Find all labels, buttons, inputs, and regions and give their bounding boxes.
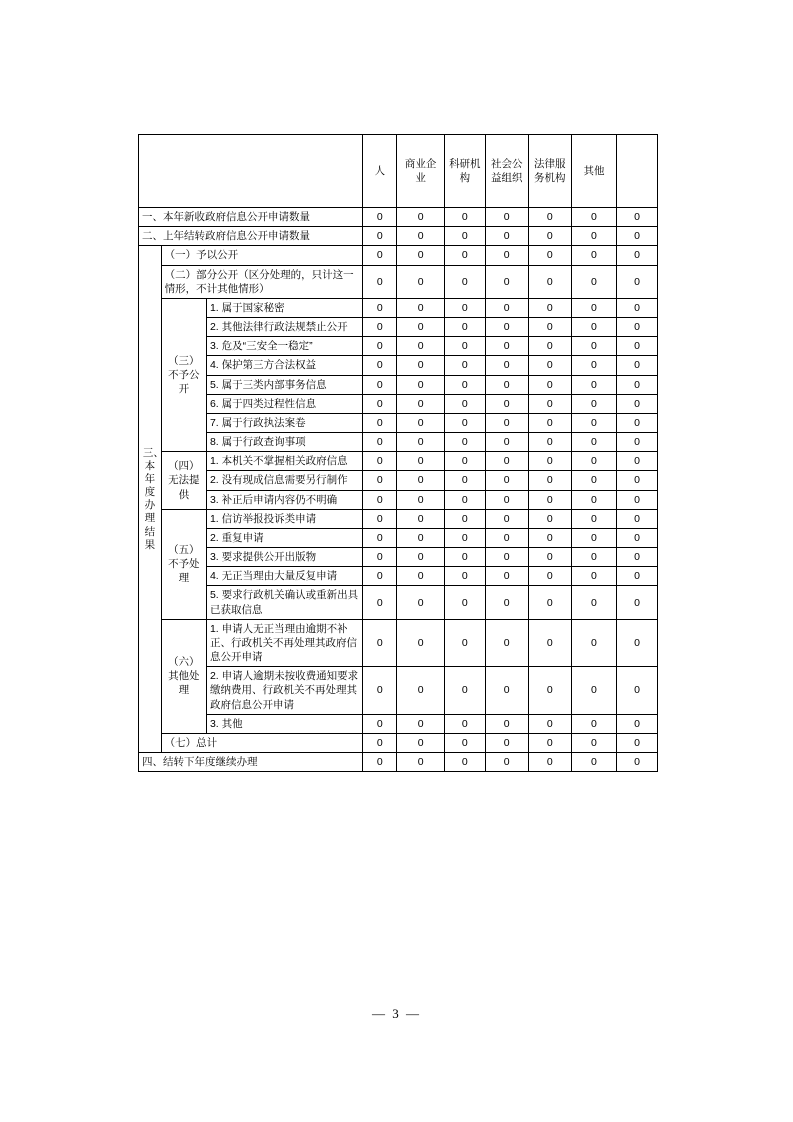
cell-value: 0 <box>397 208 445 227</box>
cell-value: 0 <box>363 375 397 394</box>
header-total <box>617 135 658 208</box>
row-group-annual-results-label: 三、本年度办理结果 <box>142 446 164 551</box>
header-research-institution: 科研机构 <box>444 135 485 208</box>
cell-value: 0 <box>528 394 571 413</box>
cell-value: 0 <box>528 452 571 471</box>
cell-value: 0 <box>485 528 528 547</box>
cell-value: 0 <box>571 471 616 490</box>
cell-value: 0 <box>485 265 528 298</box>
header-person: 人 <box>363 135 397 208</box>
cell-value: 0 <box>571 548 616 567</box>
cell-value: 0 <box>485 394 528 413</box>
table-row <box>139 356 658 375</box>
cell-value: 0 <box>444 375 485 394</box>
table-row <box>139 298 658 317</box>
cell-value: 0 <box>363 227 397 246</box>
cell-value: 0 <box>444 227 485 246</box>
cell-value: 0 <box>363 356 397 375</box>
cell-value: 0 <box>617 227 658 246</box>
cell-value: 0 <box>444 619 485 667</box>
cell-value: 0 <box>485 413 528 432</box>
row-label-three-safety: 3. 危及“三安全一稳定” <box>206 337 362 356</box>
cell-value: 0 <box>363 298 397 317</box>
cell-value: 0 <box>444 509 485 528</box>
table-row <box>139 714 658 733</box>
cell-value: 0 <box>397 471 445 490</box>
cell-value: 0 <box>363 471 397 490</box>
cell-value: 0 <box>363 413 397 432</box>
cell-value: 0 <box>617 586 658 619</box>
cell-value: 0 <box>397 567 445 586</box>
cell-value: 0 <box>363 509 397 528</box>
cell-value: 0 <box>485 375 528 394</box>
table-row <box>139 246 658 265</box>
row-label-other: 3. 其他 <box>206 714 362 733</box>
cell-value: 0 <box>571 619 616 667</box>
cell-value: 0 <box>571 394 616 413</box>
cell-value: 0 <box>485 667 528 715</box>
cell-value: 0 <box>571 509 616 528</box>
cell-value: 0 <box>444 318 485 337</box>
cell-value: 0 <box>363 528 397 547</box>
cell-value: 0 <box>528 471 571 490</box>
cell-value: 0 <box>485 337 528 356</box>
table-row <box>139 375 658 394</box>
table-row <box>139 227 658 246</box>
row-label-state-secret: 1. 属于国家秘密 <box>206 298 362 317</box>
cell-value: 0 <box>485 567 528 586</box>
cell-value: 0 <box>617 394 658 413</box>
cell-value: 0 <box>617 298 658 317</box>
header-legal-service-org: 法律服务机构 <box>528 135 571 208</box>
cell-value: 0 <box>571 375 616 394</box>
cell-value: 0 <box>571 753 616 772</box>
cell-value: 0 <box>617 413 658 432</box>
cell-value: 0 <box>485 753 528 772</box>
cell-value: 0 <box>363 753 397 772</box>
row-label-still-unclear: 3. 补正后申请内容仍不明确 <box>206 490 362 509</box>
cell-value: 0 <box>571 356 616 375</box>
row-group-unable-to-provide: （四）无法提供 <box>161 452 206 510</box>
row-label-internal-affairs: 5. 属于三类内部事务信息 <box>206 375 362 394</box>
cell-value: 0 <box>528 619 571 667</box>
cell-value: 0 <box>485 586 528 619</box>
cell-value: 0 <box>363 733 397 752</box>
row-label-admin-inquiry: 8. 属于行政查询事项 <box>206 433 362 452</box>
cell-value: 0 <box>571 318 616 337</box>
table-row <box>139 528 658 547</box>
row-label-reconfirm-info: 5. 要求行政机关确认或重新出具已获取信息 <box>206 586 362 619</box>
cell-value: 0 <box>397 413 445 432</box>
cell-value: 0 <box>363 619 397 667</box>
table-row <box>139 337 658 356</box>
cell-value: 0 <box>617 433 658 452</box>
cell-value: 0 <box>571 265 616 298</box>
cell-value: 0 <box>528 227 571 246</box>
cell-value: 0 <box>617 471 658 490</box>
cell-value: 0 <box>617 667 658 715</box>
cell-value: 0 <box>571 433 616 452</box>
row-label-law-enforcement-file: 7. 属于行政执法案卷 <box>206 413 362 432</box>
cell-value: 0 <box>485 619 528 667</box>
cell-value: 0 <box>485 433 528 452</box>
cell-value: 0 <box>528 548 571 567</box>
cell-value: 0 <box>571 337 616 356</box>
table-row <box>139 509 658 528</box>
cell-value: 0 <box>397 714 445 733</box>
cell-value: 0 <box>485 227 528 246</box>
cell-value: 0 <box>617 528 658 547</box>
cell-value: 0 <box>397 375 445 394</box>
cell-value: 0 <box>444 356 485 375</box>
header-blank-cell <box>139 135 363 208</box>
cell-value: 0 <box>528 298 571 317</box>
cell-value: 0 <box>528 528 571 547</box>
table-row <box>139 413 658 432</box>
cell-value: 0 <box>363 490 397 509</box>
cell-value: 0 <box>617 509 658 528</box>
cell-value: 0 <box>485 714 528 733</box>
cell-value: 0 <box>571 227 616 246</box>
cell-value: 0 <box>397 753 445 772</box>
cell-value: 0 <box>528 356 571 375</box>
cell-value: 0 <box>485 208 528 227</box>
cell-value: 0 <box>363 265 397 298</box>
cell-value: 0 <box>571 490 616 509</box>
cell-value: 0 <box>485 356 528 375</box>
cell-value: 0 <box>528 490 571 509</box>
cell-value: 0 <box>444 714 485 733</box>
table-row <box>139 619 658 667</box>
cell-value: 0 <box>528 567 571 586</box>
page-number: — 3 — <box>372 1006 421 1021</box>
cell-value: 0 <box>444 586 485 619</box>
cell-value: 0 <box>485 452 528 471</box>
row-label-not-held: 1. 本机关不掌握相关政府信息 <box>206 452 362 471</box>
table-row <box>139 490 658 509</box>
cell-value: 0 <box>528 337 571 356</box>
row-label-new-applications: 一、本年新收政府信息公开申请数量 <box>139 208 363 227</box>
cell-value: 0 <box>571 298 616 317</box>
statistics-table-container <box>138 134 658 772</box>
row-label-carry-forward-next-year: 四、结转下年度继续办理 <box>139 753 363 772</box>
cell-value: 0 <box>485 490 528 509</box>
cell-value: 0 <box>528 433 571 452</box>
cell-value: 0 <box>617 246 658 265</box>
cell-value: 0 <box>444 208 485 227</box>
row-group-other-handling: （六）其他处理 <box>161 619 206 733</box>
cell-value: 0 <box>444 298 485 317</box>
cell-value: 0 <box>571 567 616 586</box>
cell-value: 0 <box>617 753 658 772</box>
table-row <box>139 265 658 298</box>
header-commercial-enterprise: 商业企业 <box>397 135 445 208</box>
cell-value: 0 <box>617 548 658 567</box>
cell-value: 0 <box>444 337 485 356</box>
cell-value: 0 <box>397 490 445 509</box>
table-row <box>139 318 658 337</box>
cell-value: 0 <box>485 246 528 265</box>
table-row <box>139 433 658 452</box>
row-label-partially-disclosed: （二）部分公开（区分处理的，只计这一情形，不计其他情形） <box>161 265 363 298</box>
cell-value: 0 <box>444 394 485 413</box>
cell-value: 0 <box>617 733 658 752</box>
cell-value: 0 <box>528 667 571 715</box>
cell-value: 0 <box>363 667 397 715</box>
cell-value: 0 <box>528 265 571 298</box>
cell-value: 0 <box>444 528 485 547</box>
row-group-not-disclosed: （三）不予公开 <box>161 298 206 451</box>
table-row <box>139 733 658 752</box>
cell-value: 0 <box>528 586 571 619</box>
cell-value: 0 <box>444 413 485 432</box>
cell-value: 0 <box>571 452 616 471</box>
table-row <box>139 452 658 471</box>
cell-value: 0 <box>363 452 397 471</box>
cell-value: 0 <box>444 452 485 471</box>
cell-value: 0 <box>617 265 658 298</box>
table-row <box>139 208 658 227</box>
cell-value: 0 <box>485 318 528 337</box>
cell-value: 0 <box>444 490 485 509</box>
cell-value: 0 <box>528 246 571 265</box>
cell-value: 0 <box>571 586 616 619</box>
cell-value: 0 <box>397 356 445 375</box>
cell-value: 0 <box>363 208 397 227</box>
cell-value: 0 <box>528 375 571 394</box>
cell-value: 0 <box>363 548 397 567</box>
row-label-unpaid-fee: 2. 申请人逾期未按收费通知要求缴纳费用、行政机关不再处理其政府信息公开申请 <box>206 667 362 715</box>
row-label-total: （七）总计 <box>161 733 363 752</box>
row-label-duplicate-application: 2. 重复申请 <box>206 528 362 547</box>
cell-value: 0 <box>397 452 445 471</box>
cell-value: 0 <box>363 394 397 413</box>
table-row <box>139 548 658 567</box>
table-row <box>139 753 658 772</box>
row-label-disclosed: （一）予以公开 <box>161 246 363 265</box>
row-label-carried-over: 二、上年结转政府信息公开申请数量 <box>139 227 363 246</box>
table-row <box>139 471 658 490</box>
cell-value: 0 <box>617 567 658 586</box>
cell-value: 0 <box>444 733 485 752</box>
cell-value: 0 <box>617 490 658 509</box>
cell-value: 0 <box>363 337 397 356</box>
cell-value: 0 <box>571 413 616 432</box>
cell-value: 0 <box>485 298 528 317</box>
cell-value: 0 <box>397 265 445 298</box>
cell-value: 0 <box>571 528 616 547</box>
government-info-disclosure-table <box>138 134 658 772</box>
cell-value: 0 <box>617 208 658 227</box>
cell-value: 0 <box>571 733 616 752</box>
cell-value: 0 <box>444 265 485 298</box>
cell-value: 0 <box>363 567 397 586</box>
row-group-not-processed: （五）不予处理 <box>161 509 206 619</box>
cell-value: 0 <box>397 394 445 413</box>
cell-value: 0 <box>617 619 658 667</box>
cell-value: 0 <box>363 714 397 733</box>
cell-value: 0 <box>617 318 658 337</box>
header-other: 其他 <box>571 135 616 208</box>
cell-value: 0 <box>363 246 397 265</box>
cell-value: 0 <box>528 714 571 733</box>
cell-value: 0 <box>444 548 485 567</box>
row-label-repeated-applications: 4. 无正当理由大量反复申请 <box>206 567 362 586</box>
cell-value: 0 <box>397 619 445 667</box>
row-label-process-info: 6. 属于四类过程性信息 <box>206 394 362 413</box>
header-public-welfare-org: 社会公益组织 <box>485 135 528 208</box>
cell-value: 0 <box>444 567 485 586</box>
cell-value: 0 <box>397 433 445 452</box>
cell-value: 0 <box>397 548 445 567</box>
cell-value: 0 <box>397 298 445 317</box>
cell-value: 0 <box>485 733 528 752</box>
cell-value: 0 <box>617 337 658 356</box>
cell-value: 0 <box>528 753 571 772</box>
row-label-law-prohibited: 2. 其他法律行政法规禁止公开 <box>206 318 362 337</box>
cell-value: 0 <box>528 318 571 337</box>
cell-value: 0 <box>528 509 571 528</box>
cell-value: 0 <box>571 667 616 715</box>
cell-value: 0 <box>617 375 658 394</box>
table-row <box>139 667 658 715</box>
table-row <box>139 394 658 413</box>
cell-value: 0 <box>444 246 485 265</box>
cell-value: 0 <box>617 356 658 375</box>
cell-value: 0 <box>485 548 528 567</box>
row-group-annual-results <box>139 246 162 753</box>
cell-value: 0 <box>571 246 616 265</box>
cell-value: 0 <box>397 227 445 246</box>
row-label-no-correction: 1. 申请人无正当理由逾期不补正、行政机关不再处理其政府信息公开申请 <box>206 619 362 667</box>
cell-value: 0 <box>363 318 397 337</box>
cell-value: 0 <box>528 208 571 227</box>
cell-value: 0 <box>485 471 528 490</box>
cell-value: 0 <box>571 208 616 227</box>
row-label-third-party-rights: 4. 保护第三方合法权益 <box>206 356 362 375</box>
cell-value: 0 <box>397 586 445 619</box>
cell-value: 0 <box>528 413 571 432</box>
cell-value: 0 <box>444 433 485 452</box>
cell-value: 0 <box>363 433 397 452</box>
cell-value: 0 <box>397 733 445 752</box>
cell-value: 0 <box>444 753 485 772</box>
cell-value: 0 <box>397 528 445 547</box>
cell-value: 0 <box>617 714 658 733</box>
table-row <box>139 567 658 586</box>
cell-value: 0 <box>444 667 485 715</box>
cell-value: 0 <box>528 733 571 752</box>
row-label-petition-complaint: 1. 信访举报投诉类申请 <box>206 509 362 528</box>
cell-value: 0 <box>617 452 658 471</box>
cell-value: 0 <box>397 337 445 356</box>
cell-value: 0 <box>397 509 445 528</box>
cell-value: 0 <box>444 471 485 490</box>
row-label-needs-creation: 2. 没有现成信息需要另行制作 <box>206 471 362 490</box>
table-header-row <box>139 135 658 208</box>
row-label-published-materials: 3. 要求提供公开出版物 <box>206 548 362 567</box>
cell-value: 0 <box>397 246 445 265</box>
cell-value: 0 <box>485 509 528 528</box>
cell-value: 0 <box>363 586 397 619</box>
cell-value: 0 <box>571 714 616 733</box>
cell-value: 0 <box>397 318 445 337</box>
cell-value: 0 <box>397 667 445 715</box>
table-row <box>139 586 658 619</box>
